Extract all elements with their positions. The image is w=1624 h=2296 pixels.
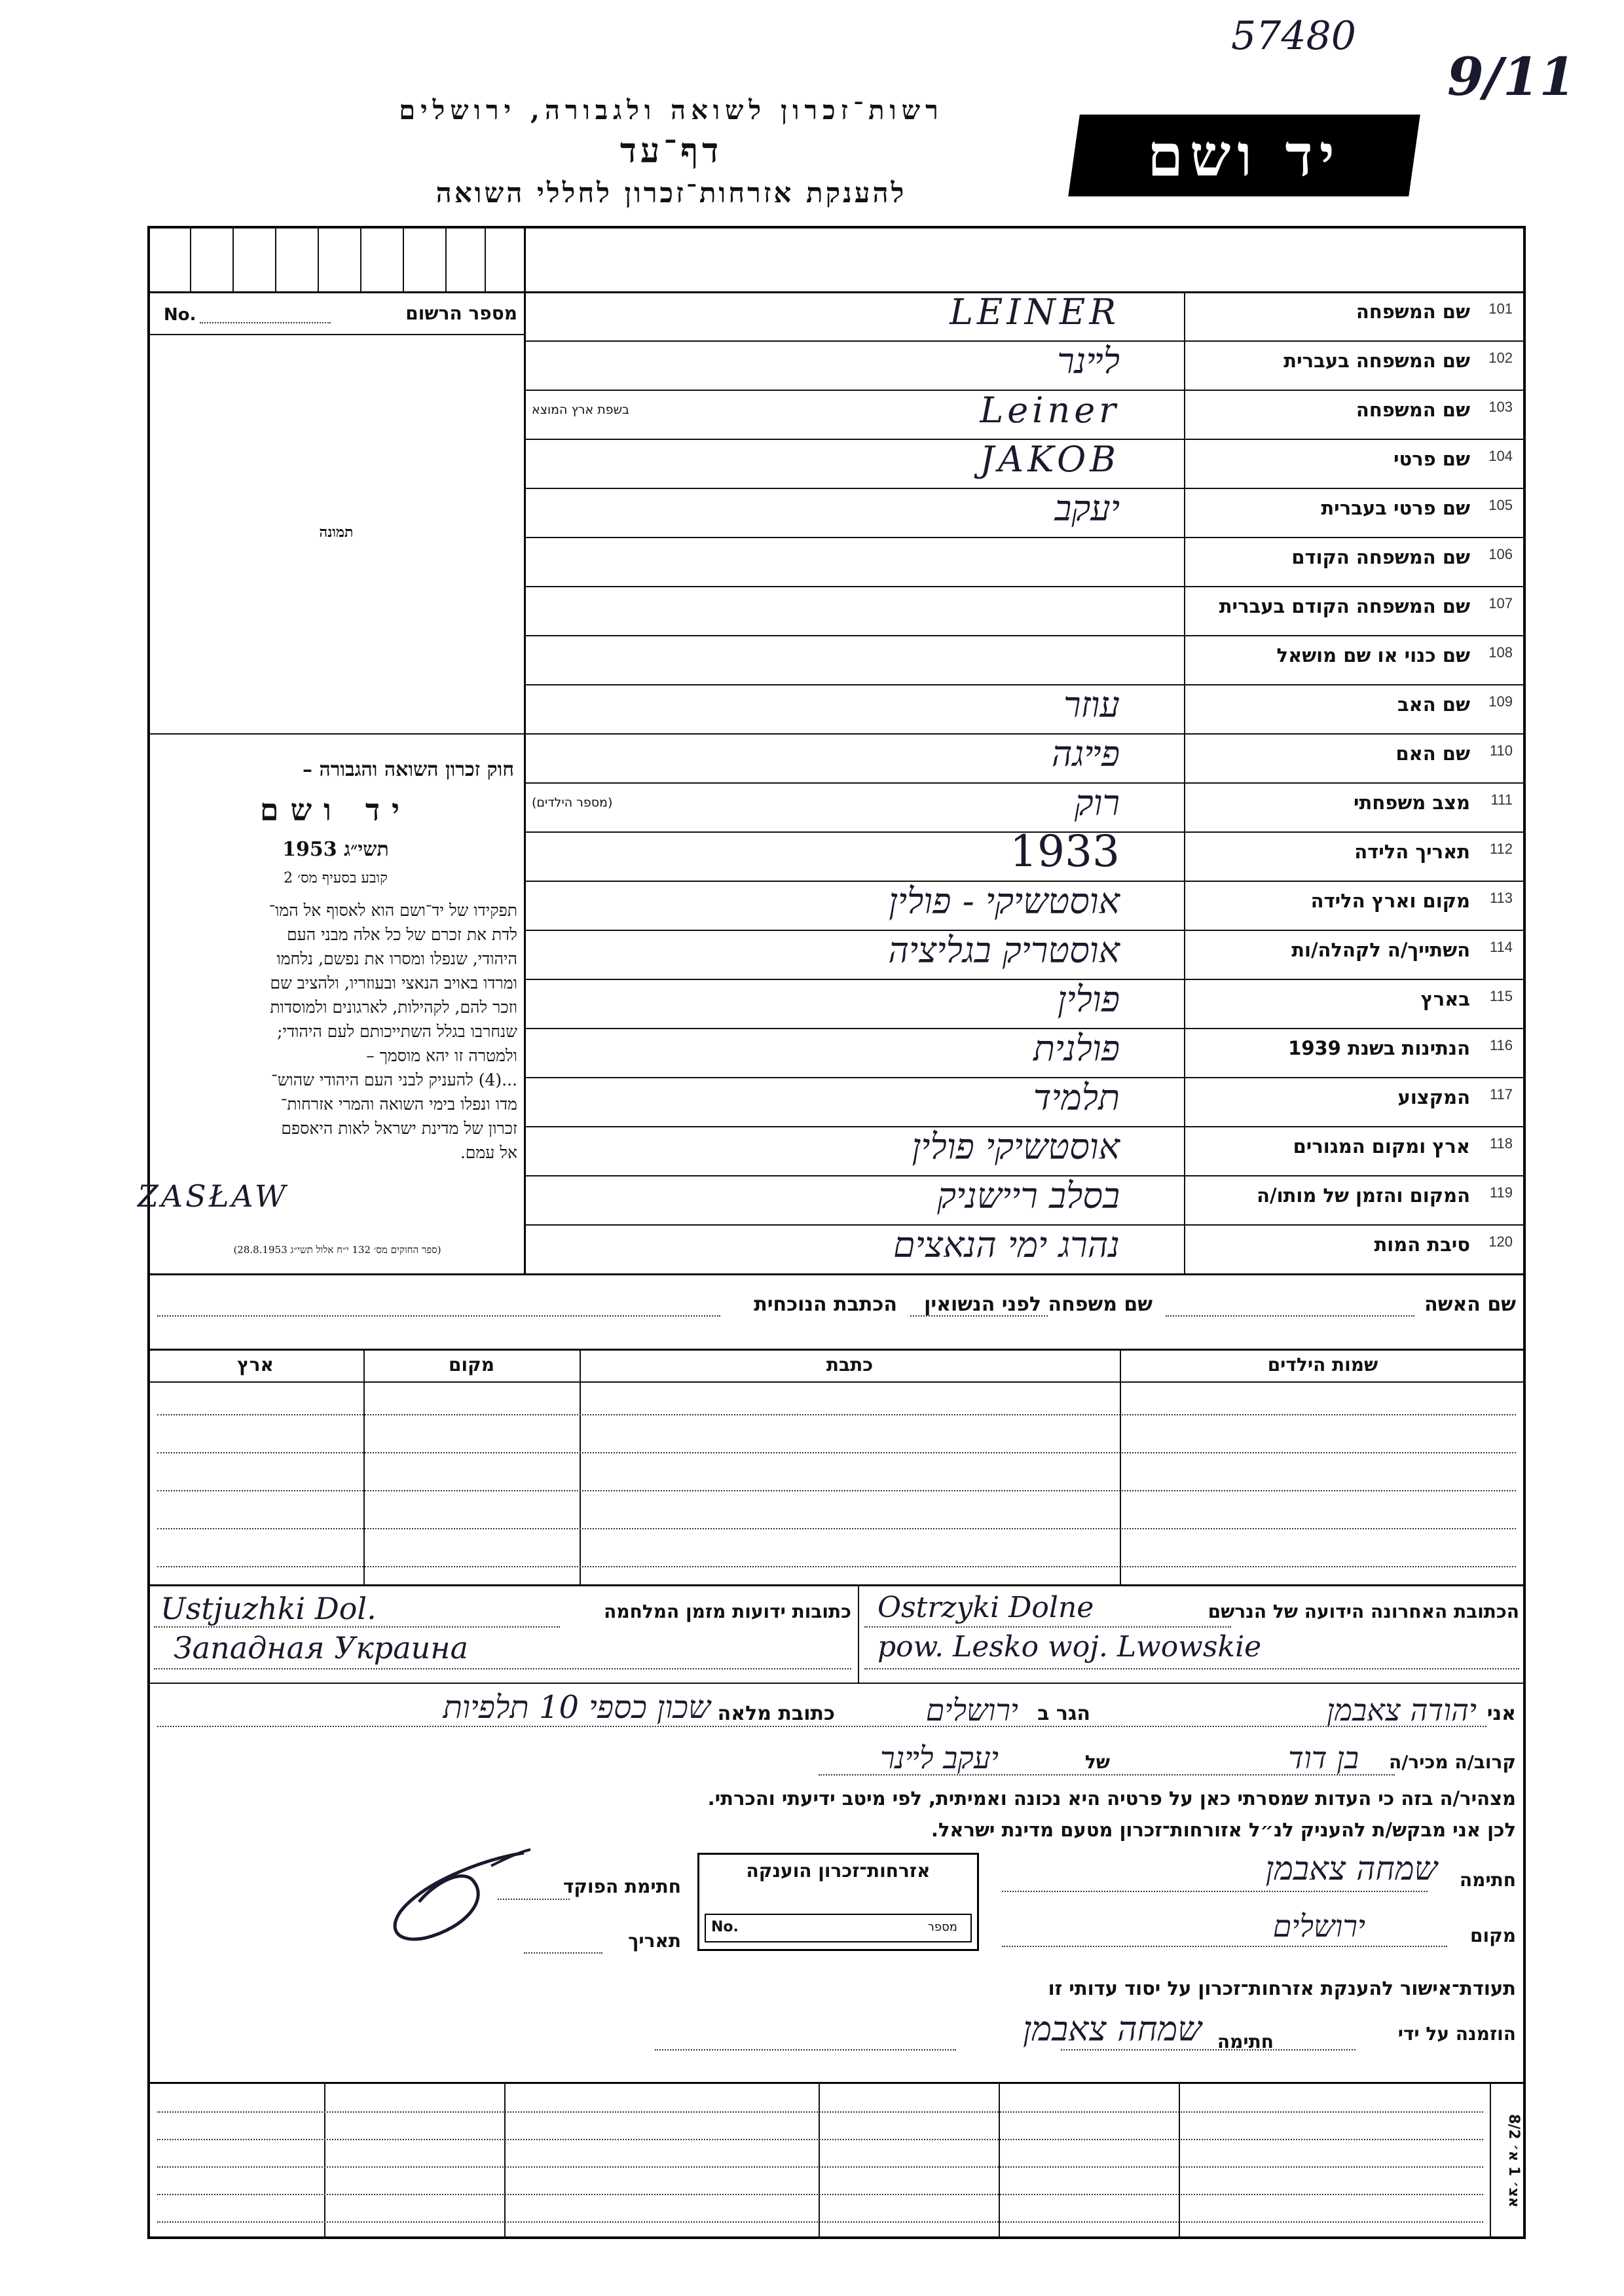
field-label: שם האב (1397, 693, 1470, 716)
field-row-115 (524, 979, 1526, 1028)
field-number: 113 (1489, 890, 1513, 906)
children-header-2: מקום (449, 1354, 494, 1376)
field-value[interactable]: LEINER (950, 291, 1120, 333)
yad-vashem-logo: יד ושם (1068, 115, 1420, 196)
footer-code: אצ׳ 1 א׳ 8/2 (1505, 2113, 1522, 2208)
law-text-line: זכרון של מדינת ישראל לאות היאספם (281, 1119, 517, 1138)
children-row[interactable] (157, 1566, 1516, 1567)
certificate-section: תעודת־אישור להענקת אזרחות־זכרון על יסוד עדותי זו הוזמנה על ידי חתימה שמחה צאבמן (655, 1977, 1516, 2075)
current-address-label: הכתבת הנוכחית (754, 1293, 897, 1316)
field-label: המקצוע (1397, 1086, 1470, 1108)
current-address-field[interactable] (157, 1315, 720, 1317)
field-value-extra: ZASŁAW (138, 1178, 289, 1214)
law-text-line: ומרדו באויב הנאצי ובעוזריו, ולהציב שם (270, 974, 517, 993)
wife-field[interactable] (1166, 1315, 1414, 1317)
wife-label: שם האשה (1424, 1293, 1516, 1316)
field-row-111 (524, 782, 1526, 831)
field-number: 117 (1489, 1086, 1513, 1102)
field-label: השתייך/ה לקהלה/ות (1291, 939, 1470, 961)
children-row[interactable] (157, 1452, 1516, 1453)
field-value[interactable]: פולין (1057, 979, 1120, 1020)
field-label-note: (מספר הילדים) (532, 795, 613, 810)
field-row-105 (524, 488, 1526, 537)
law-footer: (ספר החוקים מס׳ 132 י״ח אלול תשי״ג 28.8.1953) (233, 1244, 441, 1256)
field-label: בארץ (1420, 988, 1470, 1010)
last-address-value-1: Ostrzyki Dolne (877, 1591, 1094, 1624)
field-number: 103 (1488, 399, 1513, 415)
field-value[interactable]: אוסטריק בגליציה (888, 930, 1120, 971)
law-section: קובע בסעיף מס׳ 2 (284, 870, 388, 886)
field-label: שם המשפחה (1356, 399, 1470, 421)
registration-number: No. מספר הרשום (164, 302, 517, 325)
law-text-line: מדו ונפלו בימי השואה והמרי אזרחות־ (280, 1095, 517, 1114)
declarant-signature: שמחה צאבמן (1265, 1850, 1437, 1887)
field-label-note: בשפת ארץ המוצא (532, 403, 630, 417)
field-number: 118 (1489, 1135, 1513, 1152)
children-row[interactable] (157, 1414, 1516, 1415)
law-text-line: היהודי, שנפלו ומסרו את נפשם, נלחמו (276, 949, 517, 968)
bottom-grid-row (157, 2194, 1483, 2195)
declarant-place: ירושלים (1272, 1908, 1365, 1944)
spouse-row (157, 1293, 1516, 1326)
field-row-110 (524, 733, 1526, 782)
field-row-112 (524, 826, 1526, 881)
field-number: 112 (1489, 841, 1513, 857)
relation-value: בן דוד (1288, 1740, 1359, 1776)
field-row-102 (524, 340, 1526, 390)
field-number: 120 (1488, 1233, 1513, 1250)
field-value[interactable]: רוק (1074, 782, 1120, 824)
declaration-line-2: לכן אני מבקש/ת להעניק לנ״ל אזורחות־זכרון מטעם מדינת ישראל. (931, 1819, 1516, 1841)
photo-label: תמונה (319, 524, 354, 541)
authority-line: רשות־זכרון לשואה ולגבורה, ירושלים (399, 95, 944, 126)
law-text-line: ולמטרה זו יהא מוסמך – (366, 1046, 517, 1065)
declarant-city: ירושלים (925, 1692, 1018, 1728)
field-row-103 (524, 390, 1526, 439)
field-label: תאריך הלידה (1354, 841, 1470, 863)
last-address-value-2: pow. Lesko woj. Lwowskie (877, 1630, 1262, 1664)
field-value[interactable]: עוזר (1063, 684, 1120, 725)
field-value[interactable]: Leiner (980, 390, 1120, 431)
maiden-name-field[interactable] (910, 1315, 1048, 1317)
field-number: 109 (1488, 693, 1513, 710)
field-value[interactable]: לײנר (1057, 340, 1120, 382)
field-label: שם פרטי בעברית (1321, 497, 1470, 519)
field-value[interactable]: יעקב (1054, 488, 1120, 529)
field-label: ארץ ומקום המגורים (1293, 1135, 1470, 1157)
declarant-address: שכון כספי 10 תלפיות (443, 1689, 710, 1726)
children-header-0: שמות הילדים (1267, 1354, 1378, 1376)
field-label: שם המשפחה הקודם (1291, 546, 1470, 568)
law-text-line: ...(4) להעניק לבני העם היהודי שהוש־ (271, 1070, 517, 1089)
field-number: 110 (1489, 742, 1513, 759)
field-row-118 (524, 1126, 1526, 1175)
law-text-line: אל עמם. (460, 1143, 517, 1162)
officer-signature-area: חתימת הפוקד (458, 1872, 681, 1905)
law-text-line: שנחרבו בגלל השתייכותם לעם היהודי; (277, 1022, 517, 1041)
declaration-section: אני יהודה צאבמן הגר ב ירושלים כתובת מלאה שכון כספי 10 תלפיות קרוב/ה מכיר/ה בן דוד של יעקב לײנר מצהיר/ה בזה כי העדות שמסרתי כאן על פרטיה היא נכונה ואמיתית, לפי מיטב ידיעתי והכרתי. לכן אני מבקש/ת להעניק לנ״ל אזורחות־זכרון מטעם מדינת ישראל. חתימה שמחה צאבמן מקום ירושלים (157, 1689, 1516, 1964)
field-label: שם כנוי או שם מושאל (1276, 644, 1470, 666)
law-text-line: וזכר להם, לקהילות, לארגונים ולמוסדות (270, 998, 517, 1017)
field-row-114 (524, 930, 1526, 979)
field-label: המקום והזמן של מותו/ה (1257, 1184, 1470, 1207)
field-row-108 (524, 635, 1526, 684)
field-value[interactable]: JAKOB (980, 439, 1120, 480)
field-number: 106 (1488, 546, 1513, 562)
field-row-106 (524, 537, 1526, 586)
field-number: 115 (1489, 988, 1513, 1004)
field-value[interactable]: 1933 (1010, 826, 1120, 877)
war-address-value-1: Ustjuzhki Dol. (160, 1591, 377, 1626)
field-number: 108 (1488, 644, 1513, 661)
field-value[interactable]: אוסטשיקי פולין (912, 1126, 1120, 1167)
field-number: 104 (1488, 448, 1513, 464)
field-number: 114 (1489, 939, 1513, 955)
bottom-grid-row (157, 2139, 1483, 2140)
field-label: שם פרטי (1393, 448, 1470, 470)
relation-of-value: יעקב לײנר (879, 1740, 999, 1776)
field-number: 107 (1488, 595, 1513, 611)
field-value[interactable]: נהרג ימי הנאצים (893, 1224, 1120, 1266)
law-text-line: תפקידו של יד־ושם הוא לאסוף אל המו־ (268, 901, 517, 920)
bottom-grid-row (157, 2166, 1483, 2168)
official-stamp-box: אזרחות־זכרון הוענקה No. מספר (697, 1853, 979, 1951)
field-value[interactable]: תלמיד (1033, 1077, 1120, 1118)
field-label: הנתינות בשנת 1939 (1288, 1037, 1470, 1059)
war-address-section: כתובות ידועות מזמן המלחמה Ustjuzhki Dol. Западная Украина (154, 1591, 851, 1679)
bottom-grid-row (157, 2221, 1483, 2223)
field-row-107 (524, 586, 1526, 635)
children-row[interactable] (157, 1528, 1516, 1529)
field-label: מקום וארץ הלידה (1310, 890, 1470, 912)
field-row-117 (524, 1077, 1526, 1126)
field-row-116 (524, 1028, 1526, 1077)
field-label: שם המשפחה (1356, 301, 1470, 323)
war-address-value-2: Западная Украина (174, 1630, 469, 1666)
field-row-101 (524, 291, 1526, 340)
field-number: 111 (1490, 792, 1513, 808)
field-value[interactable]: פולנית (1033, 1028, 1120, 1069)
field-number: 119 (1489, 1184, 1513, 1201)
declarant-name: יהודה צאבמן (1327, 1692, 1477, 1728)
field-row-119 (138, 1175, 1526, 1224)
children-table (147, 1349, 1526, 1584)
officer-signature (354, 1840, 550, 1951)
field-row-109 (524, 684, 1526, 733)
page-title: דף־עד (619, 131, 723, 171)
stamp-code: 9/11 (1447, 46, 1576, 107)
field-value[interactable]: בסלב ריישניק (937, 1175, 1120, 1216)
field-number: 105 (1488, 497, 1513, 513)
field-number: 101 (1488, 301, 1513, 317)
page-subtitle: להענקת אזרחות־זכרון לחללי השואה (435, 177, 907, 209)
field-number: 116 (1489, 1037, 1513, 1053)
law-text-line: לדת את זכרם של כל אלה מבני העם (287, 925, 517, 944)
official-date-area: תאריך (524, 1930, 681, 1963)
law-title: חוק זכרון השואה והגבורה – (303, 758, 514, 781)
stamp-number: 57480 (1231, 13, 1356, 59)
children-row[interactable] (157, 1490, 1516, 1491)
field-label: שם האם (1395, 742, 1470, 765)
field-row-113 (524, 881, 1526, 930)
field-number: 102 (1488, 350, 1513, 366)
field-label: שם המשפחה בעברית (1283, 350, 1470, 372)
field-value[interactable]: אוסטשיקי - פולין (889, 881, 1120, 922)
field-value[interactable]: פײגה (1051, 733, 1120, 774)
law-text (154, 898, 517, 1165)
field-row-120 (524, 1224, 1526, 1273)
field-label: שם המשפחה הקודם בעברית (1219, 595, 1470, 617)
field-label: מצב משפחתי (1353, 792, 1470, 814)
field-row-104 (524, 439, 1526, 488)
children-header-1: כתבת (826, 1354, 874, 1376)
last-address-section: הכתובת האחרונה הידועה של הנרשם Ostrzyki Dolne pow. Lesko woj. Lwowskie (864, 1591, 1519, 1679)
law-year: תשי״ג 1953 (282, 838, 389, 861)
declaration-line-1: מצהיר/ה בזה כי העדות שמסרתי כאן על פרטיה היא נכונה ואמיתית, לפי מיטב ידיעתי והכרתי. (707, 1787, 1516, 1810)
children-header-3: ארץ (237, 1354, 274, 1376)
bottom-grid-row (157, 2111, 1483, 2113)
certificate-signature: שמחה צאבמן (1023, 2010, 1202, 2049)
maiden-name-label: שם משפחה לפני הנשואין (924, 1293, 1153, 1316)
field-label: סיבת המות (1374, 1233, 1470, 1256)
law-name: יד ושם (259, 792, 412, 828)
